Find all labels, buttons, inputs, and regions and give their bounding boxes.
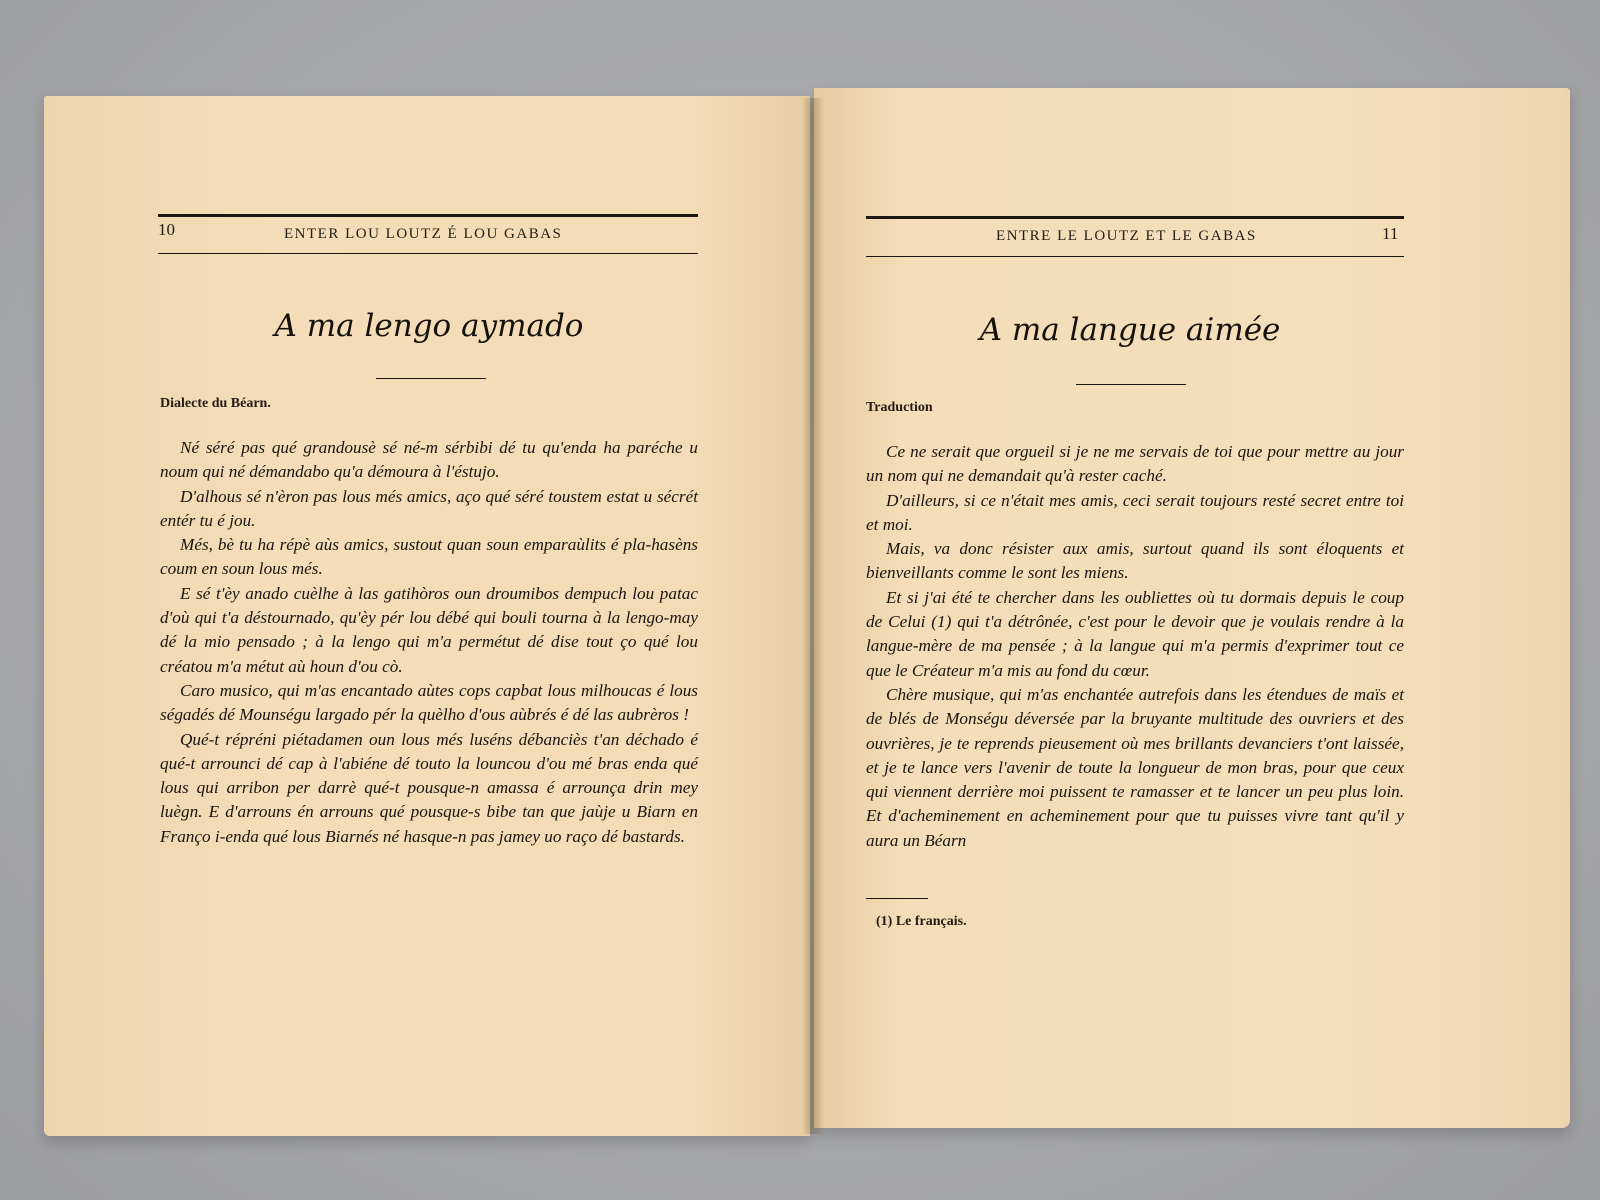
paragraph: Caro musico, qui m'as encantado aùtes cops capbat lous milhoucas é lous ségadés dé Mounségu largado pér la quèlho d'ous aùbrés é dé las aubrèros ! <box>160 680 698 725</box>
header-rule-bottom <box>866 256 1404 257</box>
page-number: 11 <box>1382 224 1399 243</box>
left-page <box>44 96 810 1136</box>
title-rule <box>376 378 486 379</box>
page-title: A ma lengo aymado <box>274 308 584 344</box>
header-rule-top <box>158 214 698 217</box>
paragraph: Ce ne serait que orgueil si je ne me servais de toi que pour mettre au jour un nom qui ne demandait qu'à rester caché. <box>866 442 1404 486</box>
body-text <box>160 436 698 849</box>
running-head: ENTER LOU LOUTZ É LOU GABAS <box>284 226 563 242</box>
subheading: Dialecte du Béarn. <box>160 396 271 411</box>
header-rule-top <box>866 216 1404 219</box>
book-gutter <box>802 98 824 1134</box>
running-head: ENTRE LE LOUTZ ET LE GABAS <box>996 228 1257 244</box>
title-rule <box>1076 384 1186 385</box>
paragraph: E sé t'èy anado cuèlhe à las gatihòros oun droumibos dempuch lou patac d'où qui t'a déstournado, qu'èy pér lou débé qui bouli tourna à la lengo-may dé la mio pensado ; à la lengo qui m'a permétut dé dise tout ço qué lou créatou m'a métut aù houn d'ou cò. <box>160 583 698 676</box>
open-book <box>44 86 1570 1166</box>
page-number: 10 <box>158 220 175 239</box>
paragraph: Et si j'ai été te chercher dans les oubliettes où tu dormais depuis le coup de Celui (1) qui t'a détrônée, c'est pour le devoir que je voulais rendre à la langue-mère de ma pensée ; à la langue qui m'a permis d'exprimer tout ce que le Créateur m'a mis au fond du cœur. <box>866 587 1404 680</box>
paragraph: Més, bè tu ha répè aùs amics, sustout quan soun emparaùlits é pla-hasèns coum en soun lous més. <box>160 535 698 579</box>
paragraph: Mais, va donc résister aux amis, surtout quand ils sont éloquents et bienveillants comme le sont les miens. <box>866 539 1404 583</box>
page-title: A ma langue aimée <box>979 312 1281 348</box>
subheading: Traduction <box>866 400 933 415</box>
paragraph: D'ailleurs, si ce n'était mes amis, ceci serait toujours resté secret entre toi et moi. <box>866 490 1404 534</box>
body-text <box>866 440 1404 853</box>
paragraph: Né séré pas qué grandousè sé né-m sérbibi dé tu qu'enda ha paréche u noum qui né démandabo qu'a démoura à l'éstujo. <box>160 438 698 482</box>
footnote: (1) Le français. <box>876 914 967 929</box>
footnote-rule <box>866 898 928 899</box>
paragraph: D'alhous sé n'èron pas lous més amics, aço qué séré toustem estat u sécrét entér tu é jou. <box>160 486 698 530</box>
paragraph: Chère musique, qui m'as enchantée autrefois dans les étendues de maïs et de blés de Monségu déversée par la bruyante multitude des ouvriers et des ouvrières, je te reprends pieusement où mes brillants devanciers t'ont laissée, et je te lance vers l'avenir de toute la longueur de mon bras, pour que ceux qui viennent derrière moi puissent te ramasser et te lancer un peu plus loin. Et d'acheminement en acheminement pour que tu puisses vivre tant qu'il y aura un Béarn <box>866 684 1404 850</box>
right-page <box>814 88 1570 1128</box>
paragraph: Qué-t répréni piétadamen oun lous més luséns débanciès t'an déchado é qué-t arrounci dé cap à l'abiéne dé touto la louncou d'ou mé bras enda qué lous qui arribon per darrè qué-t pousque-n amassa é arrounça drin mey luègn. E d'arrouns én arrouns qué pousque-s bibe tan que jaùje u Biarn en Franço i-enda qué lous Biarnés né hasque-n pas jamey uo raço dé bastards. <box>160 729 698 846</box>
header-rule-bottom <box>158 253 698 254</box>
